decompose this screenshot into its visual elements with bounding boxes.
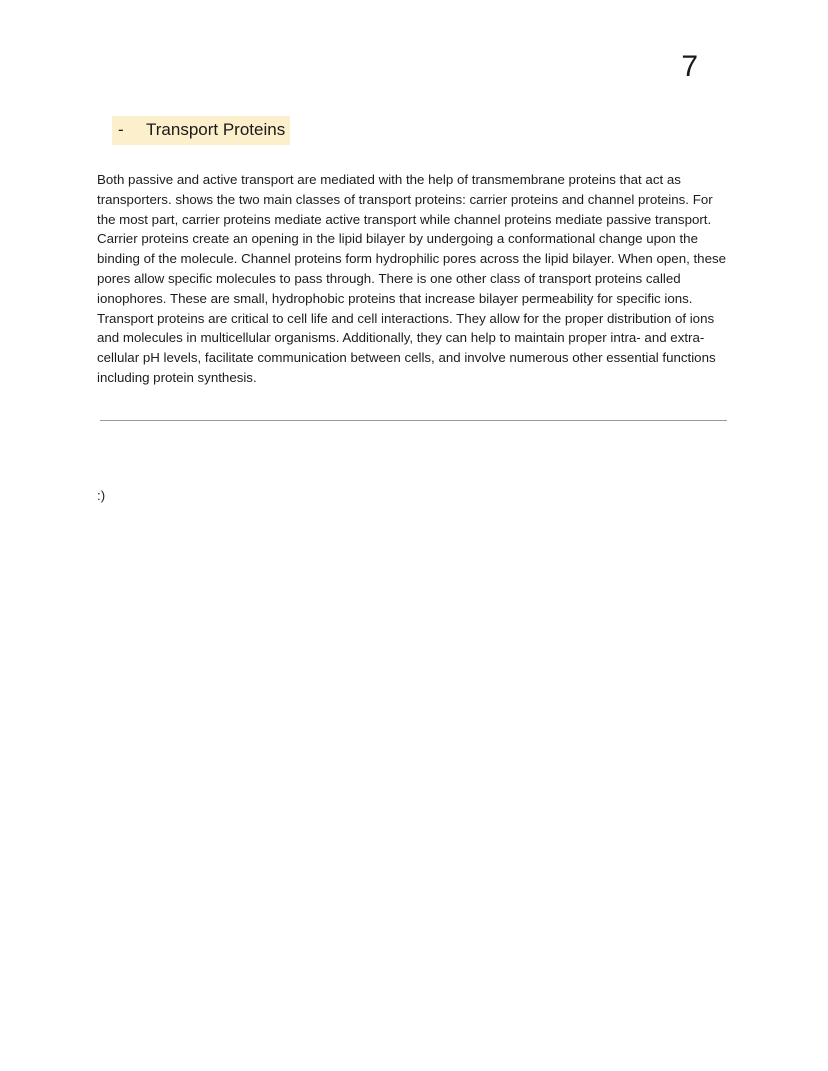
heading-bullet-dash: - [118, 120, 124, 139]
page-number: 7 [681, 50, 698, 83]
body-paragraph: Both passive and active transport are mediated with the help of transmembrane proteins that act as transporters. shows the two main classes of transport proteins: carrier proteins and channel proteins. For the most part, carrier proteins mediate active transport while channel proteins mediate passive transport. Carrier proteins create an opening in the lipid bilayer by undergoing a conformational change upon the binding of the molecule. Channel proteins form hydrophilic pores across the lipid bilayer. When open, these pores allow specific molecules to pass through. There is one other class of transport proteins called ionophores. These are small, hydrophobic proteins that increase bilayer permeability for specific ions. Transport proteins are critical to cell life and cell interactions. They allow for the proper distribution of ions and molecules in multicellular organisms. Additionally, they can help to maintain proper intra- and extra-cellular pH levels, facilitate communication between cells, and involve numerous other essential functions including protein synthesis. [97, 172, 730, 385]
heading-title-text: Transport Proteins [146, 120, 286, 139]
smiley-note: :) [97, 488, 106, 503]
section-heading [112, 116, 290, 145]
horizontal-rule [100, 420, 727, 421]
